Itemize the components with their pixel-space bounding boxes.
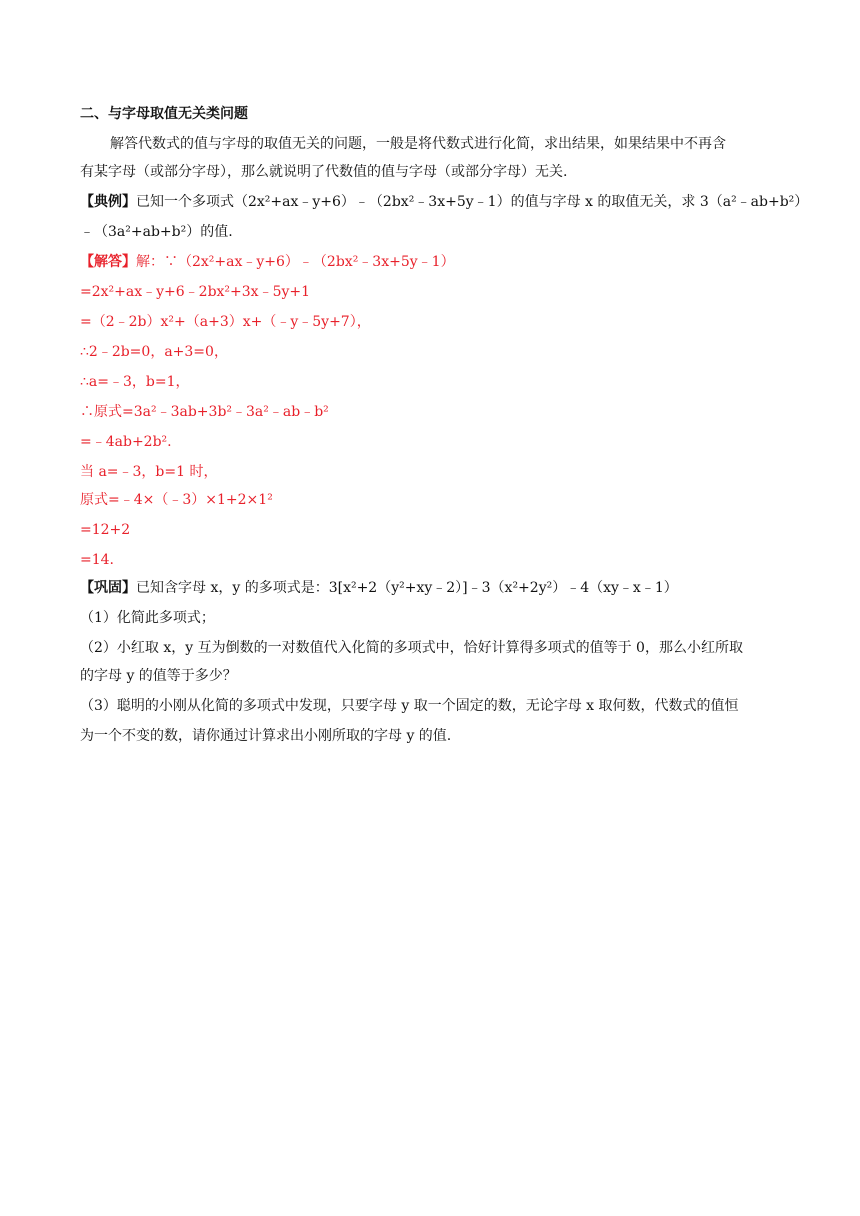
solution-line-10: =12+2	[80, 522, 131, 538]
solution-line-1	[80, 252, 780, 272]
consolidate-tag: 【巩固】	[80, 580, 136, 596]
consolidate-line-1	[80, 578, 780, 598]
example-line-2: ﹣（3a²+ab+b²）的值.	[80, 224, 233, 240]
solution-text-1: 解：∵（2x²+ax﹣y+6）﹣（2bx²﹣3x+5y﹣1）	[136, 254, 455, 270]
solution-line-5: ∴a=﹣3，b=1，	[80, 374, 190, 390]
solution-line-11: =14.	[80, 552, 114, 568]
question-3-line-2: 为一个不变的数，请你通过计算求出小刚所取的字母 y 的值.	[80, 728, 452, 744]
solution-line-8: 当 a=﹣3，b=1 时，	[80, 464, 218, 480]
solution-tag: 【解答】	[80, 254, 136, 270]
question-1: （1）化简此多项式；	[80, 610, 215, 626]
example-line-1	[80, 192, 809, 212]
solution-line-6: ∴原式=3a²﹣3ab+3b²﹣3a²﹣ab﹣b²	[80, 404, 329, 420]
solution-line-4: ∴2﹣2b=0，a+3=0，	[80, 344, 228, 360]
example-text-1: 已知一个多项式（2x²+ax﹣y+6）﹣（2bx²﹣3x+5y﹣1）的值与字母 x 的取值无关，求 3（a²﹣ab+b²）	[136, 194, 809, 210]
solution-line-2: =2x²+ax﹣y+6﹣2bx²+3x﹣5y+1	[80, 284, 311, 300]
question-2-line-1: （2）小红取 x，y 互为倒数的一对数值代入化简的多项式中，恰好计算得多项式的值等于 0，那么小红所取	[80, 640, 743, 656]
solution-line-9: 原式=﹣4×（﹣3）×1+2×1²	[80, 492, 273, 508]
question-2-line-2: 的字母 y 的值等于多少？	[80, 668, 237, 684]
solution-line-7: =﹣4ab+2b².	[80, 434, 172, 450]
section-title: 二、与字母取值无关类问题	[80, 106, 248, 122]
intro-line-2: 有某字母（或部分字母），那么就说明了代数值的值与字母（或部分字母）无关.	[80, 164, 568, 180]
consolidate-text-1: 已知含字母 x，y 的多项式是：3[x²+2（y²+xy﹣2）]﹣3（x²+2y²）﹣4（xy﹣x﹣1）	[136, 580, 678, 596]
solution-line-3: =（2﹣2b）x²+（a+3）x+（﹣y﹣5y+7），	[80, 314, 371, 330]
question-3-line-1: （3）聪明的小刚从化简的多项式中发现，只要字母 y 取一个固定的数，无论字母 x 取何数，代数式的值恒	[80, 698, 739, 714]
intro-line-1: 解答代数式的值与字母的取值无关的问题，一般是将代数式进行化简，求出结果，如果结果中不再含	[110, 136, 726, 152]
example-tag: 【典例】	[80, 194, 136, 210]
